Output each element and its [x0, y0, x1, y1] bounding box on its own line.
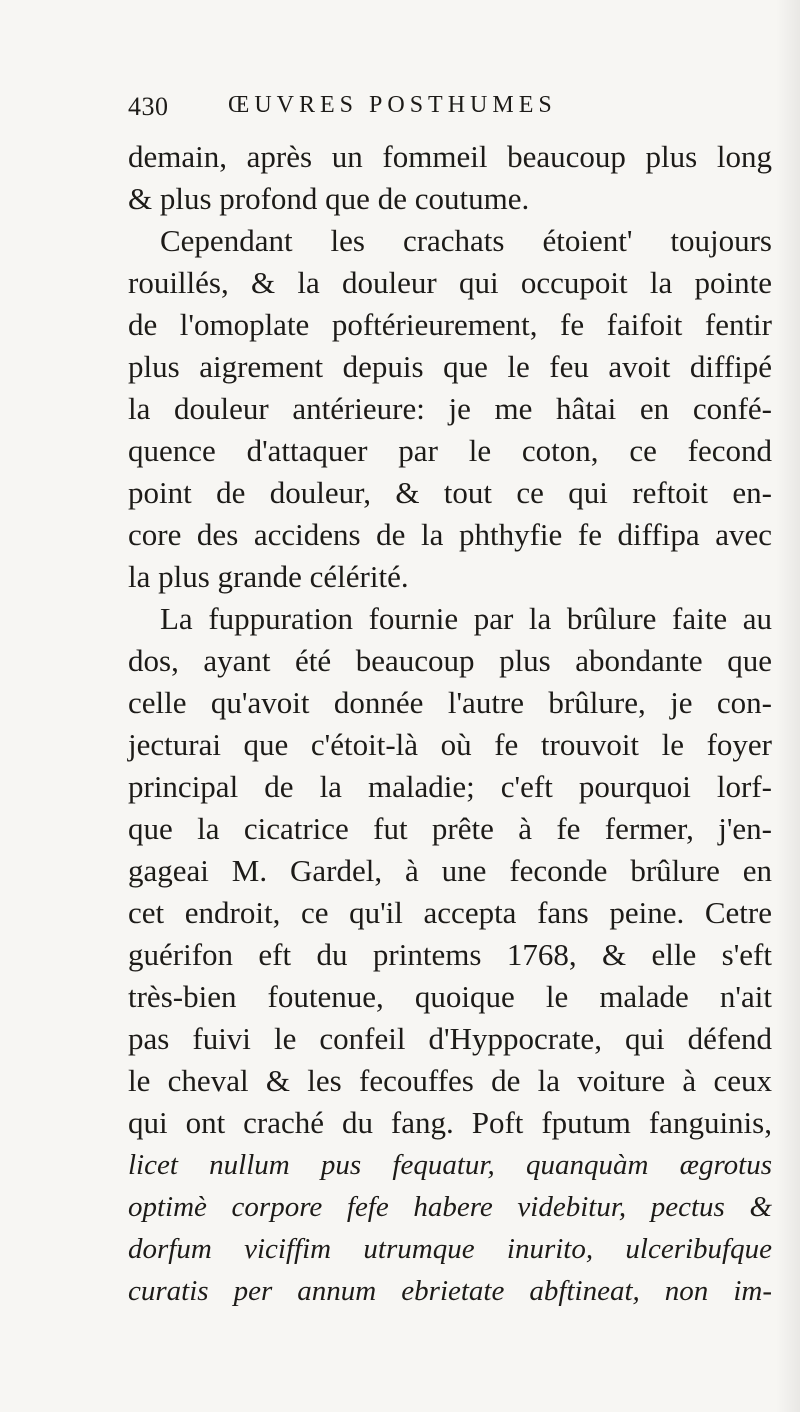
text-line: jecturai que c'étoit-là où fe trouvoit le foyer [128, 727, 772, 762]
text-line: cet endroit, ce qu'il accepta fans peine. Cetre [128, 895, 772, 930]
text-line: dos, ayant été beaucoup plus abondante que [128, 643, 772, 678]
text-line: de l'omoplate poftérieurement, fe faifoit fentir [128, 307, 772, 342]
text-line: qui ont craché du fang. Poft fputum fanguinis, [128, 1105, 772, 1140]
text-line: core des accidens de la phthyfie fe diffipa avec [128, 517, 772, 552]
text-line: demain, après un fommeil beaucoup plus long [128, 139, 772, 174]
text-line: point de douleur, & tout ce qui reftoit en- [128, 475, 772, 510]
text-line: gageai M. Gardel, à une feconde brûlure en [128, 853, 772, 888]
text-line: la douleur antérieure: je me hâtai en confé- [128, 391, 772, 426]
latin-quote-line: licet nullum pus fequatur, quanquàm ægrotus [128, 1149, 772, 1181]
text-line: & plus profond que de coutume. [128, 181, 530, 216]
text-line: Cependant les crachats étoient' toujours [160, 223, 772, 258]
page-header [128, 92, 688, 132]
text-line: le cheval & les fecouffes de la voiture à ceux [128, 1063, 772, 1098]
latin-quote-line: curatis per annum ebrietate abftineat, non im- [128, 1275, 772, 1307]
text-line: que la cicatrice fut prête à fe fermer, j'en- [128, 811, 772, 846]
text-line: La fuppuration fournie par la brûlure faite au [160, 601, 772, 636]
text-line: pas fuivi le confeil d'Hyppocrate, qui défend [128, 1021, 772, 1056]
page-number: 430 [128, 92, 169, 121]
text-line: guérifon eft du printems 1768, & elle s'eft [128, 937, 772, 972]
latin-quote-line: dorfum viciffim utrumque inurito, ulceribufque [128, 1233, 772, 1265]
running-title: ŒUVRES POSTHUMES [228, 92, 557, 118]
text-line: plus aigrement depuis que le feu avoit diffipé [128, 349, 772, 384]
text-line: quence d'attaquer par le coton, ce fecond [128, 433, 772, 468]
text-line: rouillés, & la douleur qui occupoit la pointe [128, 265, 772, 300]
text-line: principal de la maladie; c'eft pourquoi lorf- [128, 769, 772, 804]
page-edge-shadow [776, 0, 800, 1412]
text-line: très-bien foutenue, quoique le malade n'ait [128, 979, 772, 1014]
text-line: celle qu'avoit donnée l'autre brûlure, je con- [128, 685, 772, 720]
latin-quote-line: optimè corpore fefe habere videbitur, pectus & [128, 1191, 772, 1223]
text-line: la plus grande célérité. [128, 559, 409, 594]
